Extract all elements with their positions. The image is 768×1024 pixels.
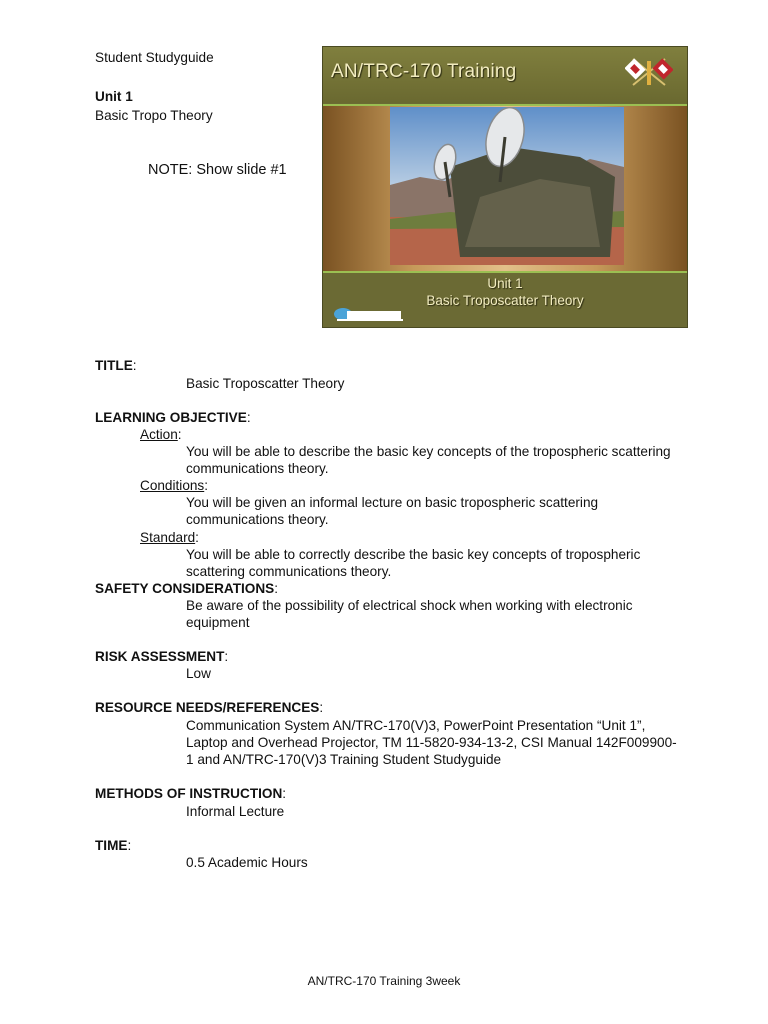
slide-title: AN/TRC-170 Training	[331, 61, 517, 82]
company-logo-icon	[333, 305, 405, 323]
signal-flags-icon	[625, 55, 673, 89]
conditions-text-line: You will be given an informal lecture on basic tropospheric scattering	[186, 495, 599, 510]
safety-text-line: equipment	[186, 615, 250, 630]
methods-value: Informal Lecture	[186, 804, 285, 819]
learning-objective-heading: LEARNING OBJECTIVE:	[95, 410, 251, 425]
safety-heading: SAFETY CONSIDERATIONS:	[95, 581, 279, 596]
resources-text-line: Communication System AN/TRC-170(V)3, PowerPoint Presentation “Unit 1”,	[186, 718, 646, 733]
resources-heading: RESOURCE NEEDS/REFERENCES:	[95, 700, 324, 715]
resources-text-line: 1 and AN/TRC-170(V)3 Training Student Studyguide	[186, 752, 502, 767]
doc-type: Student Studyguide	[95, 50, 214, 65]
standard-text-line: scattering communications theory.	[186, 564, 392, 579]
unit-title: Basic Tropo Theory	[95, 108, 213, 123]
time-heading: TIME:	[95, 838, 132, 853]
risk-heading: RISK ASSESSMENT:	[95, 649, 229, 664]
action-label: Action:	[140, 427, 182, 442]
action-text-line: You will be able to describe the basic key concepts of the tropospheric scattering	[186, 444, 671, 459]
methods-heading: METHODS OF INSTRUCTION:	[95, 786, 287, 801]
slide-subtitle: Basic Troposcatter Theory	[426, 293, 584, 308]
standard-text-line: You will be able to correctly describe the basic key concepts of tropospheric	[186, 547, 641, 562]
safety-text-line: Be aware of the possibility of electrical shock when working with electronic	[186, 598, 633, 613]
tropo-antenna-photo	[390, 107, 624, 265]
resources-text-line: Laptop and Overhead Projector, TM 11-5820-934-13-2, CSI Manual 142F009900-	[186, 735, 677, 750]
title-value: Basic Troposcatter Theory	[186, 376, 345, 391]
slide-unit: Unit 1	[487, 276, 523, 291]
risk-value: Low	[186, 666, 211, 681]
time-value: 0.5 Academic Hours	[186, 855, 308, 870]
slide-note: NOTE: Show slide #1	[148, 162, 287, 178]
conditions-text-line: communications theory.	[186, 512, 329, 527]
action-text-line: communications theory.	[186, 461, 329, 476]
slide-thumbnail	[322, 46, 688, 328]
standard-label: Standard:	[140, 530, 199, 545]
conditions-label: Conditions:	[140, 478, 209, 493]
unit-number: Unit 1	[95, 89, 133, 104]
page-footer: AN/TRC-170 Training 3week	[307, 974, 461, 988]
title-heading: TITLE:	[95, 358, 137, 373]
